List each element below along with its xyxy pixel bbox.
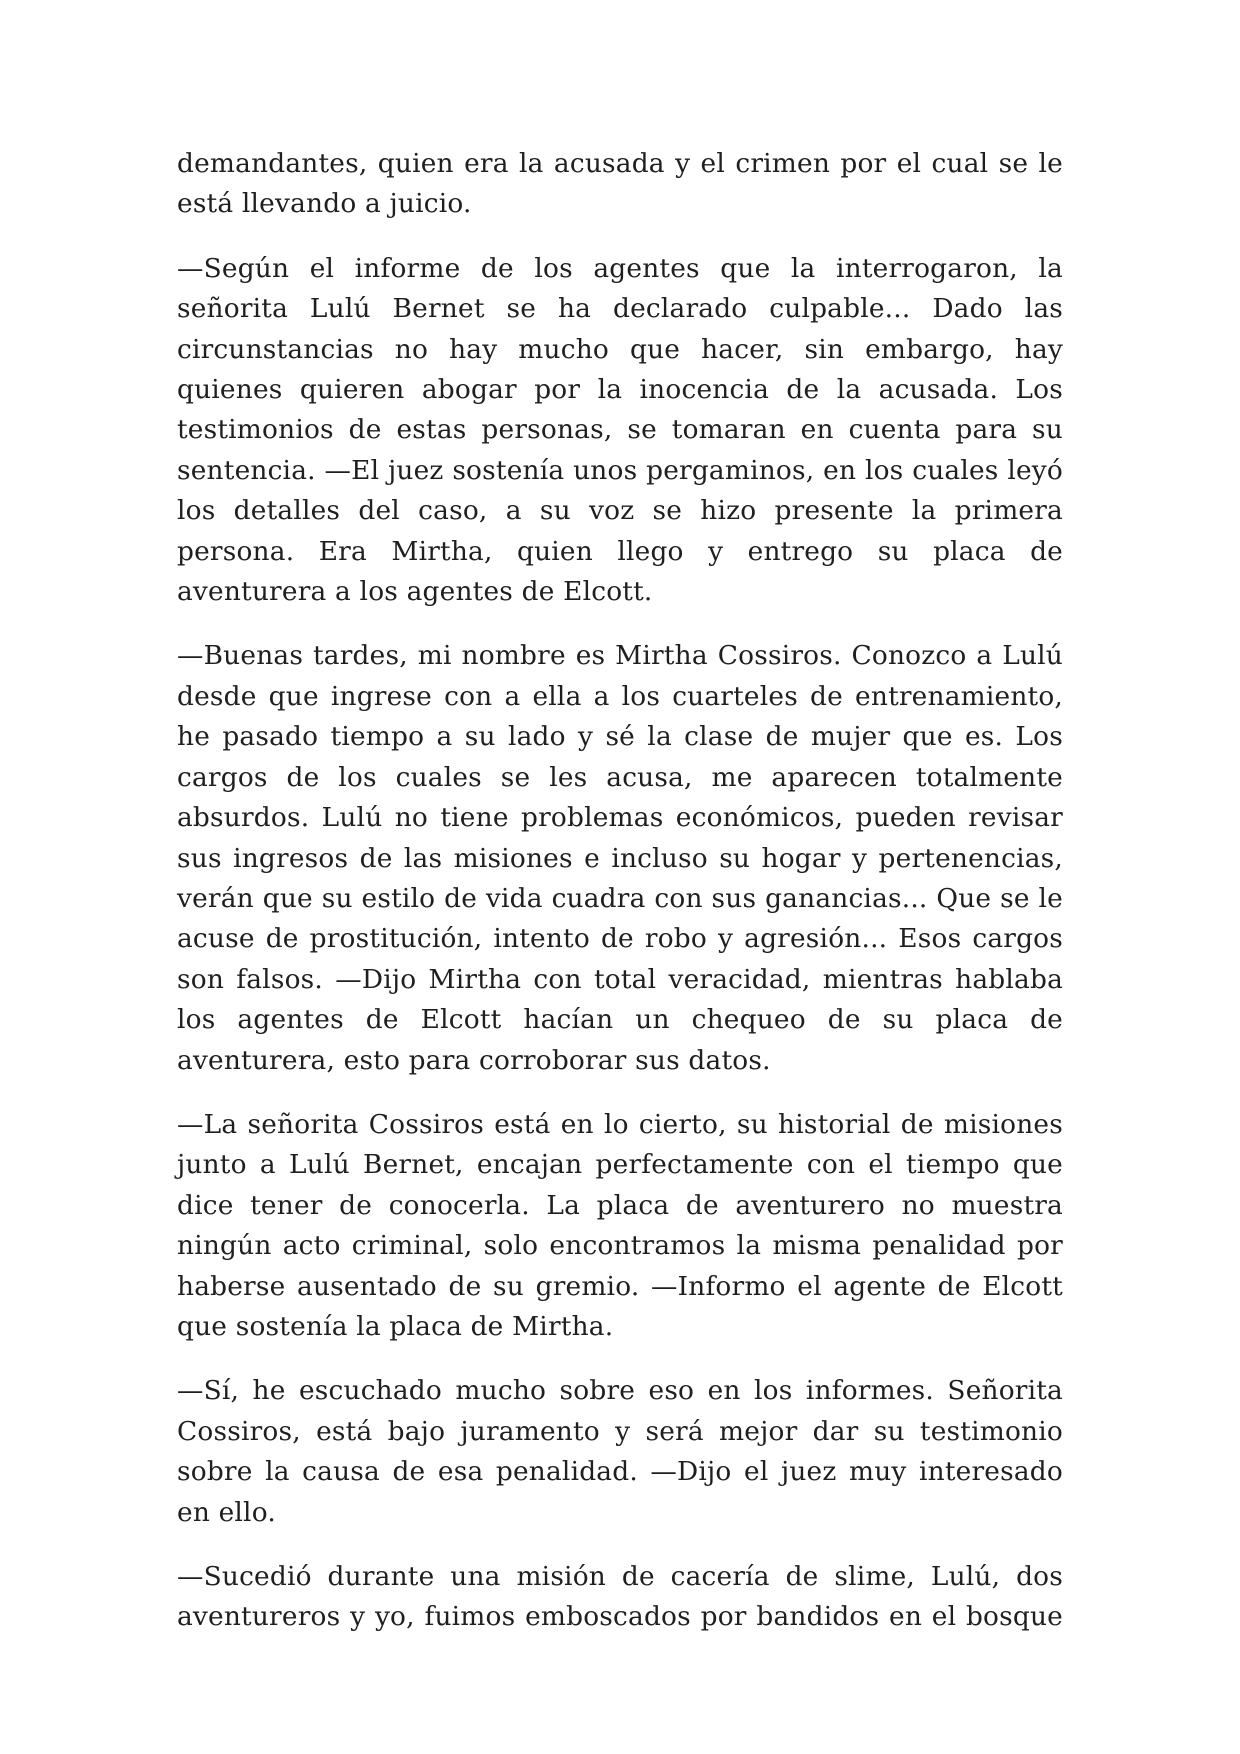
paragraph-3: —Buenas tardes, mi nombre es Mirtha Cossiros. Conozco a Lulú desde que ingrese con a ella a los cuarteles de entrenamiento, he pasado tiempo a su lado y sé la clase de mujer que es. Los cargos de los cuales se les acusa, me aparecen totalmente absurdos. Lulú no tiene problemas económicos, pueden revisar sus ingresos de las misiones e incluso su hogar y pertenencias, verán que su estilo de vida cuadra con sus ganancias... Que se le acuse de prostitución, intento de robo y agresión... Esos cargos son falsos. —Dijo Mirtha con total veracidad, mientras hablaba los agentes de Elcott hacían un chequeo de su placa de aventurera, esto para corroborar sus datos. xyxy=(177,640,1063,1076)
document-page xyxy=(177,144,1063,1662)
paragraph-2: —Según el informe de los agentes que la interrogaron, la señorita Lulú Bernet se ha declarado culpable... Dado las circunstancias no hay mucho que hacer, sin embargo, hay quienes quieren abogar por la inocencia de la acusada. Los testimonios de estas personas, se tomaran en cuenta para su sentencia. —El juez sostenía unos pergaminos, en los cuales leyó los detalles del caso, a su voz se hizo presente la primera persona. Era Mirtha, quien llego y entrego su placa de aventurera a los agentes de Elcott. xyxy=(177,252,1063,608)
paragraph-6: —Sucedió durante una misión de cacería de slime, Lulú, dos aventureros y yo, fuimos emboscados por bandidos en el bosque xyxy=(177,1561,1063,1633)
paragraph-5: —Sí, he escuchado mucho sobre eso en los informes. Señorita Cossiros, está bajo juramento y será mejor dar su testimonio sobre la causa de esa penalidad. —Dijo el juez muy interesado en ello. xyxy=(177,1375,1063,1528)
paragraph-4: —La señorita Cossiros está en lo cierto, su historial de misiones junto a Lulú Bernet, encajan perfectamente con el tiempo que dice tener de conocerla. La placa de aventurero no muestra ningún acto criminal, solo encontramos la misma penalidad por haberse ausentado de su gremio. —Informo el agente de Elcott que sostenía la placa de Mirtha. xyxy=(177,1108,1063,1342)
paragraph-1: demandantes, quien era la acusada y el crimen por el cual se le está llevando a juicio. xyxy=(177,148,1063,220)
